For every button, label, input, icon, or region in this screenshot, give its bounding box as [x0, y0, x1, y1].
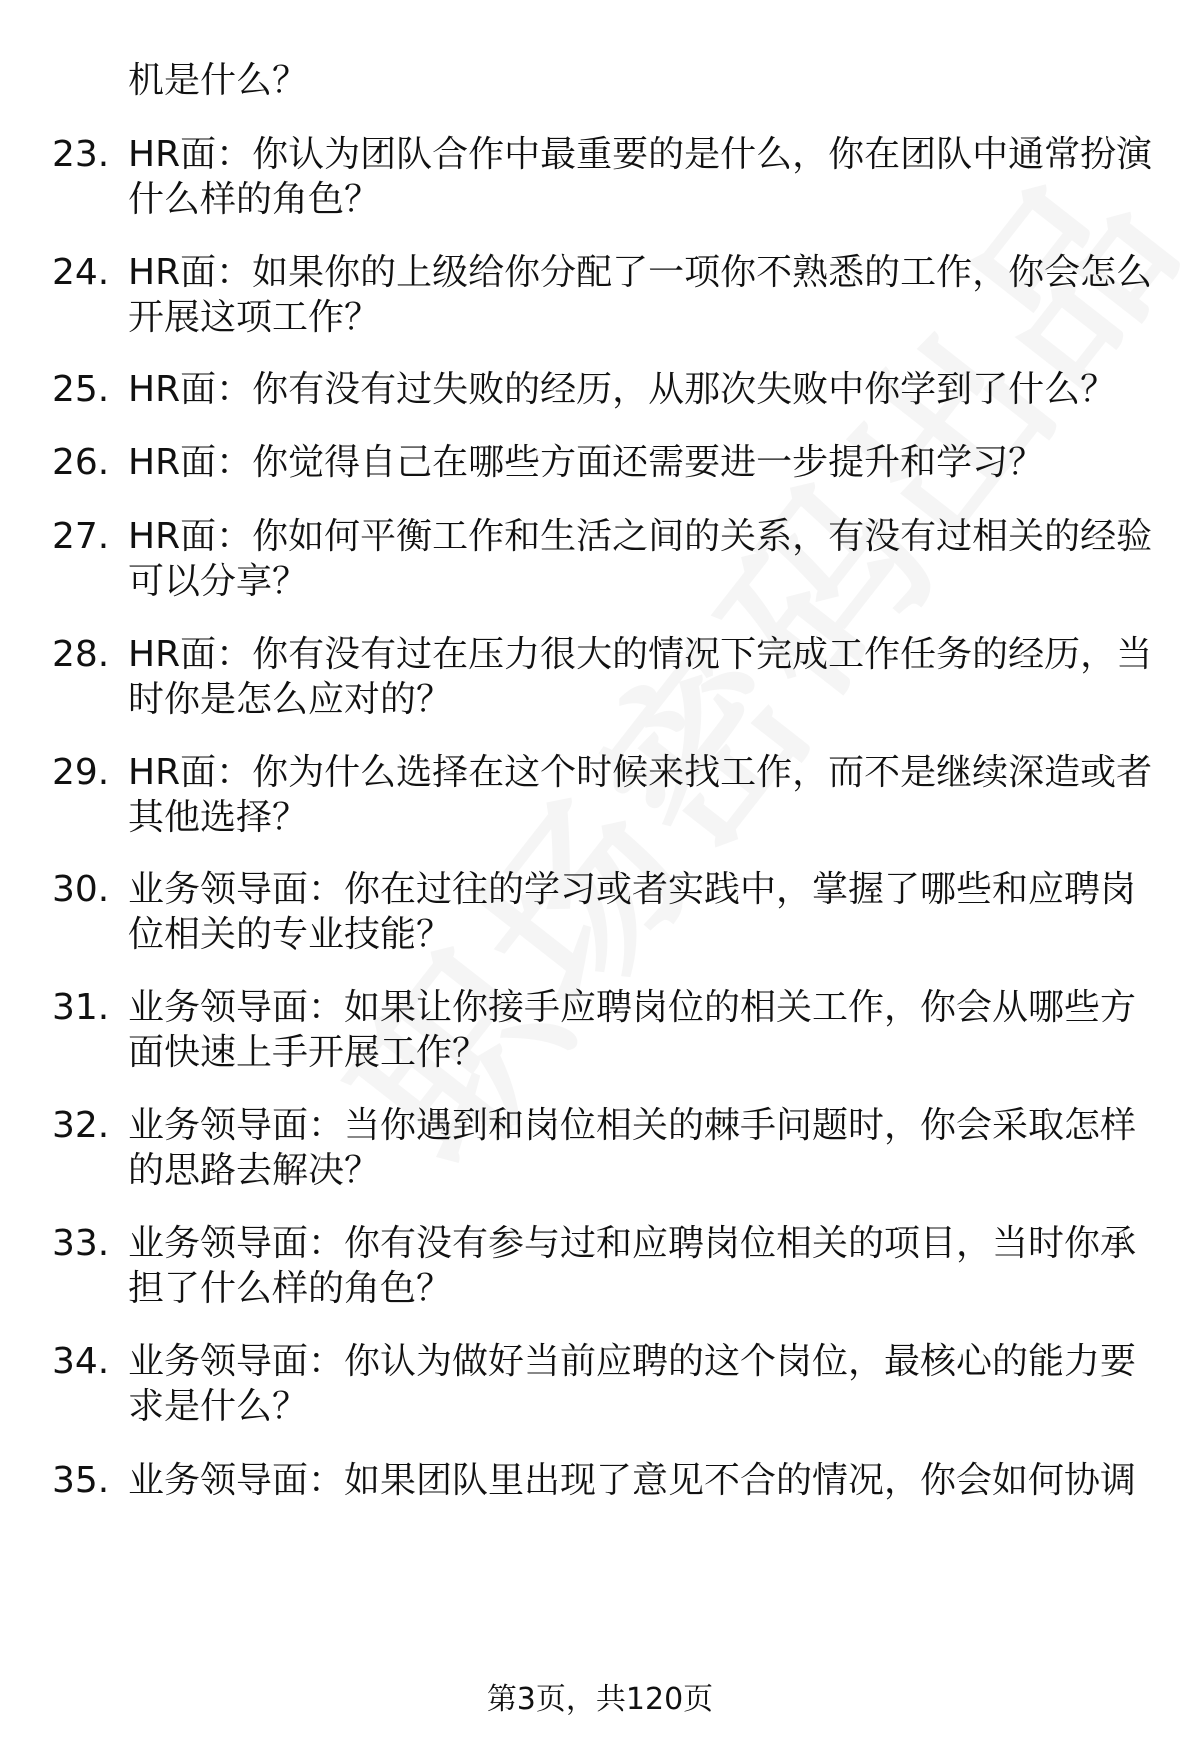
question-text-line: HR面：你有没有过失败的经历，从那次失败中你学到了什么？ — [128, 369, 1117, 410]
question-text-line: 可以分享？ — [128, 561, 309, 602]
question-text-line: HR面：你认为团队合作中最重要的是什么，你在团队中通常扮演 — [128, 134, 1153, 175]
question-text-line: 业务领导面：你有没有参与过和应聘岗位相关的项目，当时你承 — [128, 1223, 1137, 1264]
page-footer: 第3页，共120页 — [486, 1682, 714, 1717]
question-number: 27. — [52, 516, 110, 557]
question-text-line: 开展这项工作？ — [128, 297, 381, 338]
question-number: 30. — [52, 869, 110, 910]
question-number: 24. — [52, 252, 110, 293]
question-text-line: HR面：如果你的上级给你分配了一项你不熟悉的工作，你会怎么 — [128, 252, 1153, 293]
question-number: 25. — [52, 369, 110, 410]
continued-question-line: 机是什么？ — [128, 60, 309, 101]
question-text-line: 业务领导面：当你遇到和岗位相关的棘手问题时，你会采取怎样 — [128, 1105, 1137, 1146]
question-number: 31. — [52, 987, 110, 1028]
question-text-line: 业务领导面：你在过往的学习或者实践中，掌握了哪些和应聘岗 — [128, 869, 1137, 910]
question-text-line: 业务领导面：如果团队里出现了意见不合的情况，你会如何协调 — [128, 1460, 1137, 1501]
question-number: 32. — [52, 1105, 110, 1146]
question-text-line: 时你是怎么应对的？ — [128, 679, 453, 720]
question-text-line: 担了什么样的角色？ — [128, 1268, 453, 1309]
question-text-line: HR面：你觉得自己在哪些方面还需要进一步提升和学习？ — [128, 442, 1045, 483]
question-text-line: 求是什么？ — [128, 1386, 309, 1427]
question-number: 28. — [52, 634, 110, 675]
question-text-line: HR面：你如何平衡工作和生活之间的关系，有没有过相关的经验 — [128, 516, 1153, 557]
question-number: 33. — [52, 1223, 110, 1264]
question-text-line: HR面：你为什么选择在这个时候来找工作，而不是继续深造或者 — [128, 752, 1153, 793]
question-text-line: 业务领导面：如果让你接手应聘岗位的相关工作，你会从哪些方 — [128, 987, 1137, 1028]
question-text-line: 什么样的角色？ — [128, 179, 381, 220]
question-text-line: 面快速上手开展工作？ — [128, 1032, 489, 1073]
question-text-line: 其他选择？ — [128, 797, 309, 838]
question-number: 35. — [52, 1460, 110, 1501]
question-number: 26. — [52, 442, 110, 483]
question-number: 23. — [52, 134, 110, 175]
question-text-line: 位相关的专业技能？ — [128, 914, 453, 955]
question-text-line: 的思路去解决？ — [128, 1150, 381, 1191]
question-number: 34. — [52, 1341, 110, 1382]
question-text-line: 业务领导面：你认为做好当前应聘的这个岗位，最核心的能力要 — [128, 1341, 1137, 1382]
question-text-line: HR面：你有没有过在压力很大的情况下完成工作任务的经历，当 — [128, 634, 1153, 675]
question-number: 29. — [52, 752, 110, 793]
